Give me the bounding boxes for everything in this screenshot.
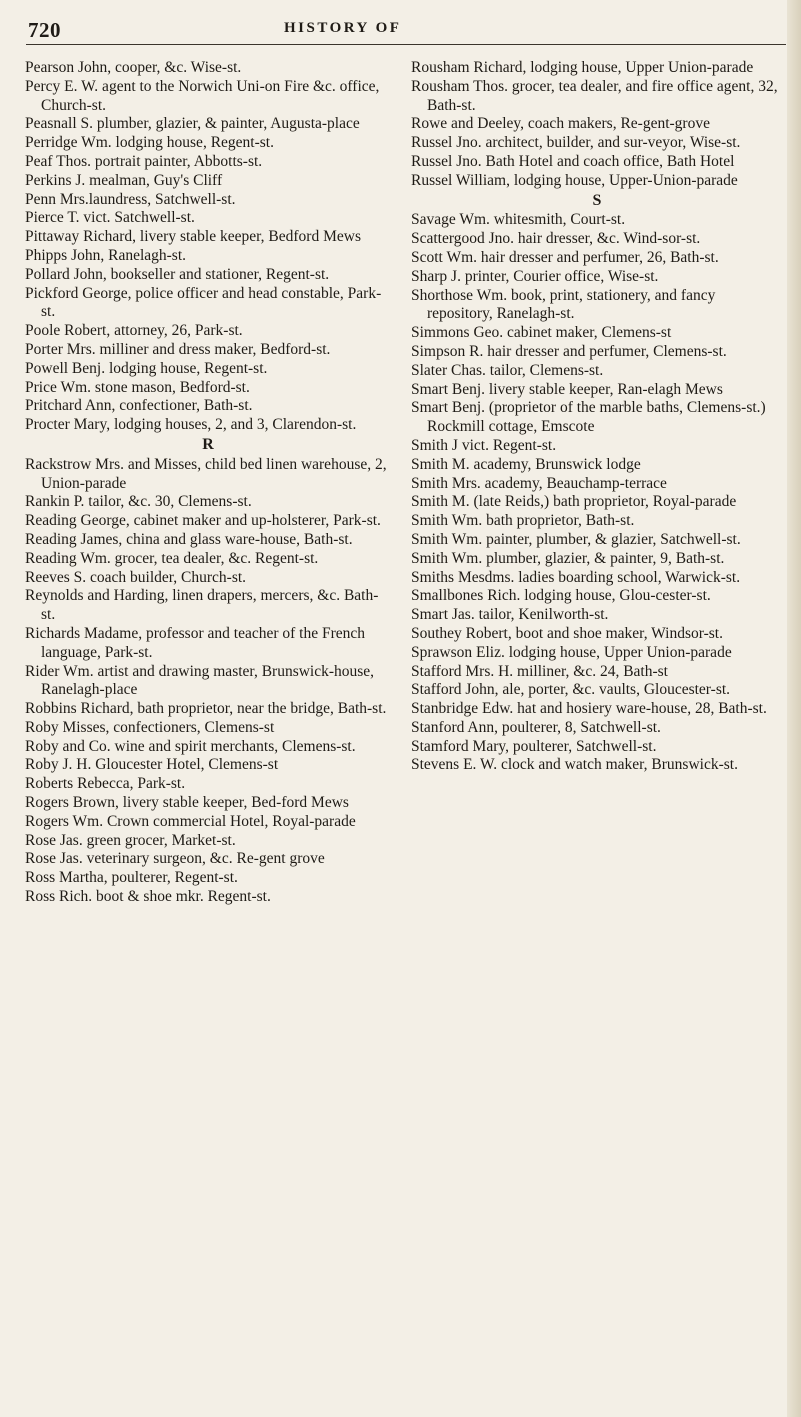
- directory-entry: Roberts Rebecca, Park-st.: [25, 775, 186, 793]
- directory-entry: Reading George, cabinet maker and up-holsterer, Park-st.: [25, 512, 381, 530]
- directory-entry: Stamford Mary, poulterer, Satchwell-st.: [411, 737, 657, 755]
- directory-entry: Powell Benj. lodging house, Regent-st.: [25, 359, 268, 377]
- directory-entry: Smart Jas. tailor, Kenilworth-st.: [411, 606, 609, 624]
- directory-entry: Percy E. W. agent to the Norwich Uni-on Fire &c. office, Church-st.: [25, 77, 380, 114]
- directory-entry: Smiths Mesdms. ladies boarding school, Warwick-st.: [411, 568, 741, 586]
- directory-entry: Poole Robert, attorney, 26, Park-st.: [25, 322, 243, 340]
- directory-entry: Reading James, china and glass ware-house, Bath-st.: [25, 530, 353, 548]
- directory-entry: Peasnall S. plumber, glazier, & painter, Augusta-place: [25, 115, 360, 133]
- directory-entry: Smith M. (late Reids,) bath proprietor, Royal-parade: [411, 493, 737, 511]
- page-number: 720: [28, 18, 61, 42]
- directory-entry: Stafford Mrs. H. milliner, &c. 24, Bath-st: [411, 662, 668, 680]
- directory-entry: Smith J vict. Regent-st.: [411, 436, 557, 454]
- directory-entry: Sharp J. printer, Courier office, Wise-st.: [411, 267, 659, 285]
- directory-entry: Phipps John, Ranelagh-st.: [25, 246, 187, 264]
- directory-entry: Scott Wm. hair dresser and perfumer, 26, Bath-st.: [411, 248, 719, 266]
- page-edge: [787, 0, 801, 1417]
- directory-entry: Smith M. academy, Brunswick lodge: [411, 455, 641, 473]
- directory-entry: Scattergood Jno. hair dresser, &c. Wind-sor-st.: [411, 230, 701, 248]
- right-column: [411, 59, 783, 775]
- directory-entry: Rousham Thos. grocer, tea dealer, and fire office agent, 32, Bath-st.: [411, 77, 778, 114]
- directory-entry: Rogers Brown, livery stable keeper, Bed-ford Mews: [25, 794, 349, 812]
- directory-entry: Richards Madame, professor and teacher of the French language, Park-st.: [25, 624, 366, 661]
- directory-entry: Slater Chas. tailor, Clemens-st.: [411, 361, 604, 379]
- running-head: HISTORY OF: [284, 20, 402, 36]
- section-letter: S: [592, 191, 602, 209]
- directory-entry: Rousham Richard, lodging house, Upper Union-parade: [411, 59, 754, 76]
- directory-entry: Penn Mrs.laundress, Satchwell-st.: [25, 190, 236, 208]
- directory-entry: Pittaway Richard, livery stable keeper, Bedford Mews: [25, 228, 361, 246]
- directory-entry: Pierce T. vict. Satchwell-st.: [25, 209, 195, 227]
- directory-entry: Pickford George, police officer and head constable, Park-st.: [25, 284, 382, 321]
- header-rule: [26, 44, 786, 45]
- directory-entry: Rankin P. tailor, &c. 30, Clemens-st.: [25, 493, 252, 511]
- directory-entry: Stevens E. W. clock and watch maker, Brunswick-st.: [411, 756, 738, 774]
- directory-entry: Southey Robert, boot and shoe maker, Windsor-st.: [411, 624, 723, 642]
- directory-entry: Pearson John, cooper, &c. Wise-st.: [25, 59, 242, 76]
- directory-entry: Smith Mrs. academy, Beauchamp-terrace: [411, 474, 667, 492]
- directory-entry: Roby Misses, confectioners, Clemens-st: [25, 718, 275, 736]
- directory-entry: Smith Wm. painter, plumber, & glazier, Satchwell-st.: [411, 530, 741, 548]
- directory-entry: Stafford John, ale, porter, &c. vaults, Gloucester-st.: [411, 681, 731, 699]
- directory-entry: Smart Benj. livery stable keeper, Ran-elagh Mews: [411, 380, 723, 398]
- directory-entry: Reynolds and Harding, linen drapers, mercers, &c. Bath-st.: [25, 587, 379, 624]
- directory-entry: Shorthose Wm. book, print, stationery, and fancy repository, Ranelagh-st.: [411, 286, 716, 323]
- directory-entry: Roby J. H. Gloucester Hotel, Clemens-st: [25, 756, 279, 774]
- directory-entry: Robbins Richard, bath proprietor, near the bridge, Bath-st.: [25, 700, 387, 718]
- section-letter: R: [202, 435, 214, 453]
- directory-entry: Rose Jas. green grocer, Market-st.: [25, 831, 236, 849]
- directory-entry: Roby and Co. wine and spirit merchants, Clemens-st.: [25, 737, 356, 755]
- directory-entry: Rider Wm. artist and drawing master, Brunswick-house, Ranelagh-place: [25, 662, 375, 699]
- directory-entry: Smallbones Rich. lodging house, Glou-cester-st.: [411, 587, 711, 605]
- left-column: [25, 59, 391, 907]
- directory-entry: Stanford Ann, poulterer, 8, Satchwell-st.: [411, 718, 661, 736]
- directory-entry: Stanbridge Edw. hat and hosiery ware-house, 28, Bath-st.: [411, 700, 767, 718]
- directory-entry: Pritchard Ann, confectioner, Bath-st.: [25, 397, 253, 415]
- directory-entry: Peaf Thos. portrait painter, Abbotts-st.: [25, 152, 263, 170]
- directory-entry: Rowe and Deeley, coach makers, Re-gent-grove: [411, 115, 710, 133]
- directory-entry: Simmons Geo. cabinet maker, Clemens-st: [411, 324, 672, 342]
- directory-entry: Rogers Wm. Crown commercial Hotel, Royal-parade: [25, 812, 356, 830]
- directory-entry: Reading Wm. grocer, tea dealer, &c. Regent-st.: [25, 549, 319, 567]
- directory-entry: Smith Wm. bath proprietor, Bath-st.: [411, 512, 635, 530]
- directory-entry: Smith Wm. plumber, glazier, & painter, 9, Bath-st.: [411, 549, 725, 567]
- directory-entry: Ross Rich. boot & shoe mkr. Regent-st.: [25, 888, 271, 906]
- directory-entry: Simpson R. hair dresser and perfumer, Clemens-st.: [411, 342, 727, 360]
- directory-entry: Smart Benj. (proprietor of the marble baths, Clemens-st.) Rockmill cottage, Emscote: [411, 399, 766, 436]
- directory-entry: Ross Martha, poulterer, Regent-st.: [25, 869, 238, 887]
- directory-entry: Reeves S. coach builder, Church-st.: [25, 568, 247, 586]
- directory-entry: Perkins J. mealman, Guy's Cliff: [25, 171, 223, 189]
- directory-entry: Savage Wm. whitesmith, Court-st.: [411, 211, 626, 229]
- directory-entry: Russel William, lodging house, Upper-Union-parade: [411, 171, 738, 189]
- directory-entry: Price Wm. stone mason, Bedford-st.: [25, 378, 250, 396]
- directory-entry: Porter Mrs. milliner and dress maker, Bedford-st.: [25, 340, 331, 358]
- directory-entry: Russel Jno. Bath Hotel and coach office, Bath Hotel: [411, 152, 735, 170]
- directory-entry: Pollard John, bookseller and stationer, Regent-st.: [25, 265, 330, 283]
- directory-entry: Perridge Wm. lodging house, Regent-st.: [25, 134, 274, 152]
- directory-entry: Sprawson Eliz. lodging house, Upper Union-parade: [411, 643, 732, 661]
- directory-entry: Procter Mary, lodging houses, 2, and 3, Clarendon-st.: [25, 416, 357, 434]
- directory-entry: Rose Jas. veterinary surgeon, &c. Re-gent grove: [25, 850, 325, 868]
- directory-entry: Russel Jno. architect, builder, and sur-veyor, Wise-st.: [411, 134, 741, 152]
- directory-entry: Rackstrow Mrs. and Misses, child bed linen warehouse, 2, Union-parade: [25, 455, 387, 492]
